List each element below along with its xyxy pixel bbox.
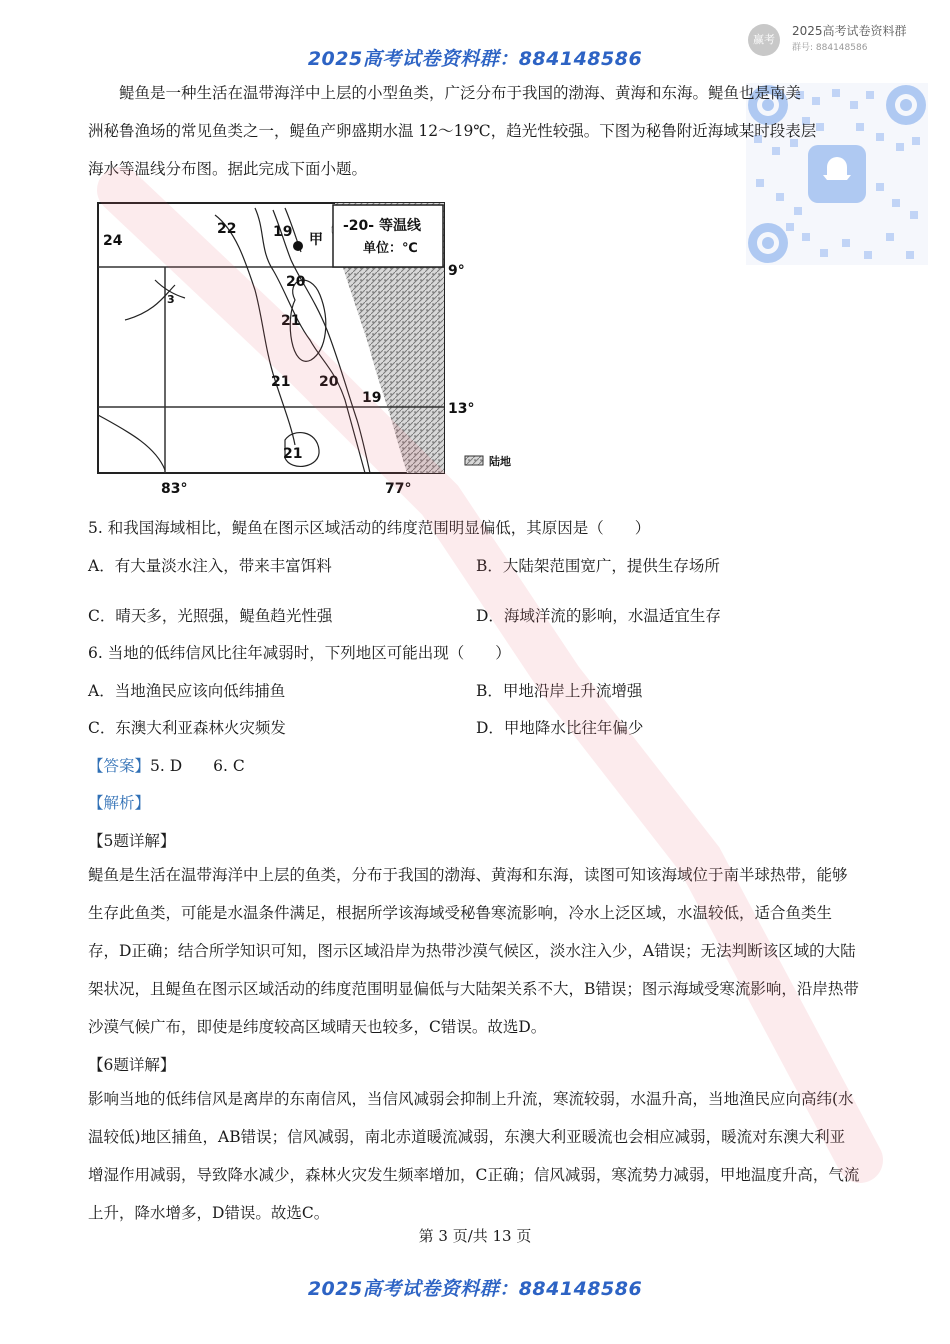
intro-line-3: 海水等温线分布图。据此完成下面小题。 — [88, 160, 368, 178]
land-legend-swatch — [465, 456, 483, 465]
answer-tag: 【答案】 — [88, 757, 151, 775]
page-footer: 第 3 页/共 13 页 — [418, 1227, 532, 1245]
answer-line — [88, 754, 245, 776]
q5-option-a: A．有大量淡水注入，带来丰富饵料 — [88, 557, 332, 575]
group-logo: 赢考 — [748, 24, 780, 56]
isotherm-label-19-south: 19 — [362, 390, 382, 406]
land-legend-label: 陆地 — [489, 455, 511, 468]
isotherm-label-21-south: 21 — [283, 446, 303, 462]
q5-stem: 5. 和我国海域相比，鳀鱼在图示区域活动的纬度范围明显偏低，其原因是（ ） — [88, 519, 651, 537]
point-jia-marker — [293, 241, 303, 251]
q6-option-a: A．当地渔民应该向低纬捕鱼 — [88, 682, 286, 700]
lat-label-9: 9° — [448, 263, 465, 279]
q5-detail-text: 鳀鱼是生活在温带海洋中上层的鱼类，分布于我国的渤海、黄海和东海，读图可知该海域位于南半球热带，能够生存此鱼类，可能是水温条件满足，根据所学该海域受秘鲁寒流影响，冷水上泛区域，水温较低，适合鱼类生存，D正确；结合所学知识可知，图示区域沿岸为热带沙漠气候区，淡水注入少，A错误；无法判断该区域的大陆架状况，且鳀鱼在图示区域活动的纬度范围明显偏低与大陆架关系不大，B错误；图示海域受寒流影响，沿岸热带沙漠气候广布，即使是纬度较高区域晴天也较多，C错误。故选D。 — [88, 866, 859, 1036]
lon-label-77: 77° — [385, 481, 412, 497]
q5-option-b: B．大陆架范围宽广，提供生存场所 — [476, 557, 720, 575]
q6-option-d: D．甲地降水比往年偏少 — [476, 719, 644, 737]
bottom-banner: 2025高考试卷资料群：884148586 — [307, 1278, 643, 1300]
isotherm-label-21-north: 21 — [281, 313, 301, 329]
intro-line-2: 洲秘鲁渔场的常见鱼类之一，鳀鱼产卵盛期水温 12～19℃，趋光性较强。下图为秘鲁附近海域某时段表层 — [88, 122, 817, 140]
q5-option-c: C．晴天多，光照强，鳀鱼趋光性强 — [88, 607, 333, 625]
isotherm-label-3: 3 — [167, 293, 175, 306]
q6-option-c: C．东澳大利亚森林火灾频发 — [88, 719, 286, 737]
intro-paragraph — [88, 74, 860, 188]
q5-detail-tag: 【5题详解】 — [88, 832, 176, 850]
lon-label-83: 83° — [161, 481, 188, 497]
isotherm-label-20-mid: 20 — [319, 374, 339, 390]
analysis-tag: 【解析】 — [88, 794, 151, 812]
group-card-subtitle: 群号: 884148586 — [792, 43, 868, 53]
q5-option-d: D．海域洋流的影响，水温适宜生存 — [476, 607, 721, 625]
point-jia-label: 甲 — [309, 232, 323, 248]
q5-detail — [88, 856, 860, 1046]
isotherm-label-24: 24 — [103, 233, 123, 249]
legend-unit: 单位：℃ — [363, 241, 418, 256]
q6-option-b: B．甲地沿岸上升流增强 — [476, 682, 643, 700]
lat-label-13: 13° — [448, 401, 475, 417]
isotherm-label-21-mid: 21 — [271, 374, 291, 390]
map-legend-box — [333, 205, 443, 267]
isotherm-label-22: 22 — [217, 221, 237, 237]
group-card-title: 2025高考试卷资料群 — [792, 24, 907, 38]
q6-detail-text: 影响当地的低纬信风是离岸的东南信风，当信风减弱会抑制上升流，寒流较弱，水温升高，当地渔民应向高纬(水温较低)地区捕鱼，AB错误；信风减弱，南北赤道暖流减弱，东澳大利亚暖流也会相应减弱，暖流对东澳大利亚增湿作用减弱，导致降水减少，森林火灾发生频率增加，C正确；信风减弱，寒流势力减弱，甲地温度升高，气流上升，降水增多，D错误。故选C。 — [88, 1090, 860, 1222]
q6-detail — [88, 1080, 860, 1232]
top-banner: 2025高考试卷资料群：884148586 — [307, 48, 643, 70]
isotherm-label-19-north: 19 — [273, 224, 293, 240]
isotherm-map — [95, 200, 525, 500]
answer-text: 5. D 6. C — [150, 757, 245, 775]
q6-detail-tag: 【6题详解】 — [88, 1056, 176, 1074]
intro-line-1: 鳀鱼是一种生活在温带海洋中上层的小型鱼类，广泛分布于我国的渤海、黄海和东海。鳀鱼也是南美 — [119, 84, 802, 102]
legend-isotherm: -20- 等温线 — [343, 218, 421, 234]
q6-stem: 6. 当地的低纬信风比往年减弱时，下列地区可能出现（ ） — [88, 644, 511, 662]
isotherm-label-20-north: 20 — [286, 274, 306, 290]
